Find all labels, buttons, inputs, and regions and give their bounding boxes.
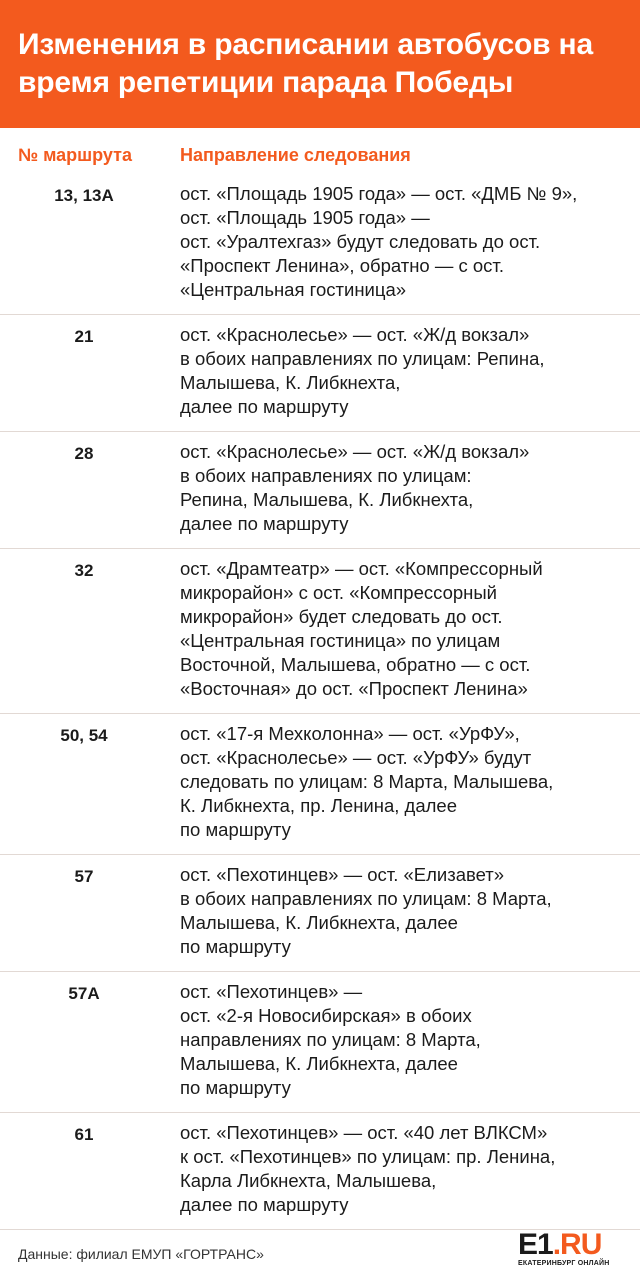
header-banner bbox=[0, 0, 640, 128]
logo-mark bbox=[518, 1230, 601, 1260]
column-header-route: № маршрута bbox=[18, 145, 132, 165]
table-row bbox=[0, 432, 640, 549]
route-number: 28 bbox=[74, 444, 94, 463]
table-row bbox=[0, 1113, 640, 1230]
route-number: 13, 13А bbox=[54, 186, 114, 205]
table-row bbox=[0, 315, 640, 432]
route-direction: ост. «Пехотинцев» — ост. «2-я Новосибирская» в обоих направлениях по улицам: 8 Марта, Малышева, К. Либкнехта, далее по маршруту bbox=[180, 981, 481, 1098]
route-direction: ост. «Краснолесье» — ост. «Ж/д вокзал» в обоих направлениях по улицам: Репина, Малышева, К. Либкнехта, далее по маршруту bbox=[180, 441, 530, 534]
table-row bbox=[0, 855, 640, 972]
route-direction: ост. «17-я Мехколонна» — ост. «УрФУ», ост. «Краснолесье» — ост. «УрФУ» будут следовать по улицам: 8 Марта, Малышева, К. Либкнехта, пр. Ленина, далее по маршруту bbox=[180, 723, 554, 840]
table-row bbox=[0, 714, 640, 855]
route-number: 21 bbox=[74, 327, 94, 346]
route-number: 50, 54 bbox=[60, 726, 108, 745]
e1-logo bbox=[518, 1230, 622, 1270]
page-title: Изменения в расписании автобусов на время репетиции парада Победы bbox=[18, 28, 593, 99]
logo-e1: E1 bbox=[518, 1228, 553, 1261]
route-direction: ост. «Пехотинцев» — ост. «Елизавет» в обоих направлениях по улицам: 8 Марта, Малышева, К. Либкнехта, далее по маршруту bbox=[180, 864, 552, 957]
logo-subtitle: ЕКАТЕРИНБУРГ ОНЛАЙН bbox=[518, 1260, 610, 1267]
routes-table bbox=[0, 182, 640, 1230]
table-row bbox=[0, 182, 640, 315]
data-source: Данные: филиал ЕМУП «ГОРТРАНС» bbox=[18, 1246, 264, 1262]
column-header-direction: Направление следования bbox=[180, 145, 411, 165]
table-row bbox=[0, 972, 640, 1113]
logo-ru: .RU bbox=[552, 1228, 602, 1261]
route-number: 57 bbox=[74, 867, 94, 886]
route-number: 61 bbox=[74, 1125, 94, 1144]
route-number: 57А bbox=[68, 984, 100, 1003]
route-direction: ост. «Пехотинцев» — ост. «40 лет ВЛКСМ» к ост. «Пехотинцев» по улицам: пр. Ленина, Карла Либкнехта, Малышева, далее по маршруту bbox=[180, 1122, 556, 1215]
route-number: 32 bbox=[74, 561, 94, 580]
route-direction: ост. «Драмтеатр» — ост. «Компрессорный микрорайон» с ост. «Компрессорный микрорайон» будет следовать до ост. «Центральная гостиница» по улицам Восточной, Малышева, обратно — с ост. «Восточная» до ост. «Проспект Ленина» bbox=[180, 558, 543, 699]
route-direction: ост. «Краснолесье» — ост. «Ж/д вокзал» в обоих направлениях по улицам: Репина, Малышева, К. Либкнехта, далее по маршруту bbox=[180, 324, 545, 417]
table-row bbox=[0, 549, 640, 714]
route-direction: ост. «Площадь 1905 года» — ост. «ДМБ № 9», ост. «Площадь 1905 года» — ост. «Уралтехгаз» будут следовать до ост. «Проспект Ленина», обратно — с ост. «Центральная гостиница» bbox=[180, 183, 578, 300]
